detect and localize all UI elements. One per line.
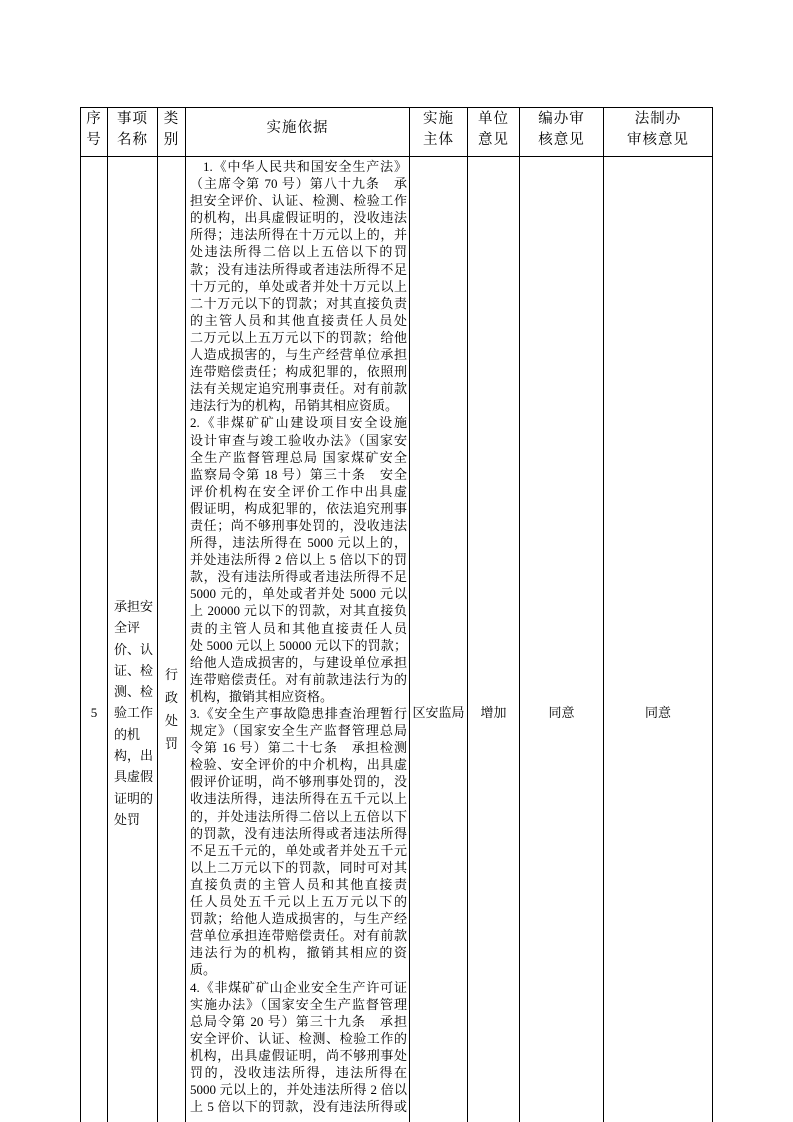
header-seq-line: 序: [86, 111, 102, 127]
row-category-cell-line: 政: [164, 690, 178, 705]
basis-text-line: 违法行为的机构，吊销其相应资质。: [190, 398, 399, 414]
row-unit-opinion-cell: [468, 157, 520, 1122]
header-basis-line: 实施依据: [266, 120, 329, 136]
row-item-name-cell-line: 承担安: [114, 599, 154, 614]
header-unit-opinion-line: 单位: [478, 111, 509, 127]
basis-text-line: 所得；违法所得在十万元以上的，并: [190, 227, 407, 243]
basis-text-line: 评价机构在安全评价工作中出具虚: [190, 483, 407, 499]
row-subject-cell: [410, 157, 468, 1122]
basis-text-line: 监察局令第 18 号）第三十条 安全: [190, 466, 407, 482]
basis-text-line: 的罚款，没有违法所得或者违法所得: [190, 825, 407, 841]
row-unit-opinion-value: 增加: [480, 705, 507, 720]
basis-text-line: 不足五千元的，单处或者并处五千元: [190, 842, 407, 858]
basis-text-line: 2.《非煤矿矿山建设项目安全设施: [190, 415, 407, 431]
header-subject-line: 主体: [423, 132, 454, 148]
basis-text-line: 给他人造成损害的，与建设单位承担: [190, 654, 407, 670]
row-item-name-cell-line: 具虚假: [114, 769, 154, 785]
header-subject-line: 实施: [423, 111, 454, 127]
basis-text-line: 罚款；给他人造成损害的，与生产经: [190, 911, 407, 927]
basis-text-line: 机构，撤销其相应资格。: [190, 688, 334, 704]
basis-text-line: 假评价证明，尚不够刑事处罚的，没: [190, 774, 407, 790]
header-bianban-opinion-line: 编办审: [538, 111, 585, 127]
basis-text-line: 质。: [190, 962, 217, 978]
basis-text-line: 法有关规定追究刑事责任。对有前款: [190, 381, 407, 397]
row-subject-value: 区安监局: [412, 705, 465, 720]
row-basis-cell: [186, 157, 410, 1122]
basis-paragraph: [190, 414, 407, 705]
basis-text-line: 并处违法所得 2 倍以上 5 倍以下的罚: [190, 552, 407, 568]
basis-text-line: 二万元以上五万元以下的罚款；给他: [190, 329, 407, 345]
basis-text-line: 全生产监督管理总局 国家煤矿安全: [190, 449, 407, 465]
basis-text-line: 5000 元以上的，并处违法所得 2 倍以: [190, 1082, 407, 1098]
basis-text-line: 违法行为的机构，撤销其相应的资: [190, 945, 407, 961]
basis-text-line: 上 5 倍以下的罚款，没有违法所得或: [190, 1099, 407, 1115]
basis-text-line: 责任；尚不够刑事处罚的，没收违法: [190, 517, 407, 533]
header-fazhiban-opinion: [604, 107, 713, 157]
header-subject: [410, 107, 468, 157]
basis-text-line: 款，没有违法所得或者违法所得不足: [190, 569, 407, 585]
basis-text-line: 总局令第 20 号）第三十九条 承担: [190, 1013, 407, 1029]
basis-text-line: 以上二万元以下的罚款，同时可对其: [190, 859, 407, 875]
basis-text-line: 责的主管人员和其他直接责任人员: [190, 620, 407, 636]
row-item-name-cell-line: 价、认: [114, 641, 154, 657]
basis-text-line: 设计审查与竣工验收办法》（国家安: [190, 432, 407, 448]
basis-text-line: 营单位承担连带赔偿责任。对有前款: [190, 928, 407, 944]
row-item-name-cell-line: 证、检: [114, 662, 154, 678]
basis-text-line: 担安全评价、认证、检测、检验工作: [190, 193, 407, 209]
header-bianban-opinion-line: 核意见: [538, 132, 585, 148]
row-item-name-cell-line: 验工作: [114, 705, 154, 721]
basis-text-line: 假证明，构成犯罪的，依法追究刑事: [190, 500, 407, 516]
basis-text-line: 检验、安全评价的中介机构，出具虚: [190, 757, 407, 773]
basis-text-line: 收违法所得，违法所得在五千元以上: [190, 791, 407, 807]
header-item-name-line: 事项: [117, 111, 148, 127]
header-basis: [186, 107, 410, 157]
basis-text-line: 上 20000 元以下的罚款，对其直接负: [190, 603, 407, 619]
basis-text-line: 十万元的，单处或者并处十万元以上: [190, 278, 407, 294]
header-fazhiban-opinion-line: 法制办: [634, 111, 682, 127]
basis-paragraph: [190, 705, 407, 979]
header-item-name: [108, 107, 158, 157]
basis-text-line: 的，并处违法所得二倍以上五倍以下: [190, 808, 407, 824]
basis-text-line: 实施办法》（国家安全生产监督管理: [190, 996, 407, 1012]
basis-text-line: 令第 16 号）第二十七条 承担检测: [190, 740, 407, 756]
basis-paragraph: [190, 979, 407, 1116]
row-fazhiban-opinion-value: 同意: [644, 705, 671, 720]
header-unit-opinion: [468, 107, 520, 157]
row-item-name-cell-line: 处罚: [114, 811, 141, 827]
header-seq: [80, 107, 108, 157]
header-category-line: 别: [163, 132, 180, 148]
basis-text-line: 的机构，出具虚假证明的，没收违法: [190, 210, 407, 226]
row-category-cell-line: 行: [164, 667, 178, 682]
row-item-name-cell-line: 证明的: [114, 790, 154, 806]
basis-text-line: 机构，出具虚假证明，尚不够刑事处: [190, 1047, 407, 1063]
basis-text-line: 处 5000 元以上 50000 元以下的罚款；: [190, 637, 407, 653]
header-unit-opinion-line: 意见: [478, 132, 509, 148]
row-category-cell: [158, 157, 186, 1122]
row-item-name-cell-line: 构，出: [114, 748, 154, 764]
row-bianban-opinion-value: 同意: [548, 705, 575, 720]
basis-text-line: 规定》（国家安全生产监督管理总局: [190, 723, 407, 739]
basis-text-line: 款；没有违法所得或者违法所得不足: [190, 261, 407, 277]
row-fazhiban-opinion-cell: [604, 157, 713, 1122]
row-item-name-cell-line: 的机: [114, 726, 141, 742]
basis-text-line: 任人员处五千元以上五万元以下的: [190, 894, 407, 910]
header-item-name-line: 名称: [117, 132, 148, 148]
row-seq-cell: [80, 157, 108, 1122]
basis-text-line: 人造成损害的，与生产经营单位承担: [190, 347, 407, 363]
basis-text-line: 所得，违法所得在 5000 元以上的，: [190, 535, 407, 551]
row-category-cell-line: 罚: [164, 736, 178, 751]
row-category-cell-line: 处: [164, 713, 178, 728]
basis-text-line: 5000 元的，单处或者并处 5000 元以: [190, 586, 407, 602]
header-seq-line: 号: [86, 132, 102, 148]
row-seq-value: 5: [90, 705, 98, 720]
basis-text-line: 连带赔偿责任；构成犯罪的，依照刑: [190, 364, 407, 380]
basis-text-line: 处违法所得二倍以上五倍以下的罚: [190, 244, 407, 260]
header-bianban-opinion: [520, 107, 604, 157]
basis-text-line: 3.《安全生产事故隐患排查治理暂行: [190, 706, 407, 721]
basis-text-line: 1.《中华人民共和国安全生产法》: [203, 159, 407, 174]
basis-text-line: 罚的，没收违法所得，违法所得在: [190, 1064, 407, 1080]
header-fazhiban-opinion-line: 审核意见: [627, 132, 689, 148]
basis-text-line: 的主管人员和其他直接责任人员处: [190, 312, 407, 328]
row-item-name-cell: [108, 157, 158, 1122]
row-item-name-cell-line: 测、检: [114, 684, 154, 700]
basis-text-line: 二十万元以下的罚款；对其直接负责: [190, 295, 407, 311]
row-bianban-opinion-cell: [520, 157, 604, 1122]
basis-text-line: 直接负责的主管人员和其他直接责: [190, 876, 407, 892]
basis-paragraph: [190, 158, 407, 414]
row-item-name-cell-line: 全评: [114, 620, 141, 636]
basis-text-line: 4.《非煤矿矿山企业安全生产许可证: [190, 979, 407, 995]
header-category: [158, 107, 186, 157]
basis-text-line: 安全评价、认证、检测、检验工作的: [190, 1030, 407, 1046]
basis-text-line: （主席令第 70 号）第八十九条 承: [190, 176, 407, 192]
basis-text-line: 连带赔偿责任。对有前款违法行为的: [190, 671, 407, 687]
header-category-line: 类: [163, 111, 180, 127]
approval-table: [80, 107, 713, 1122]
